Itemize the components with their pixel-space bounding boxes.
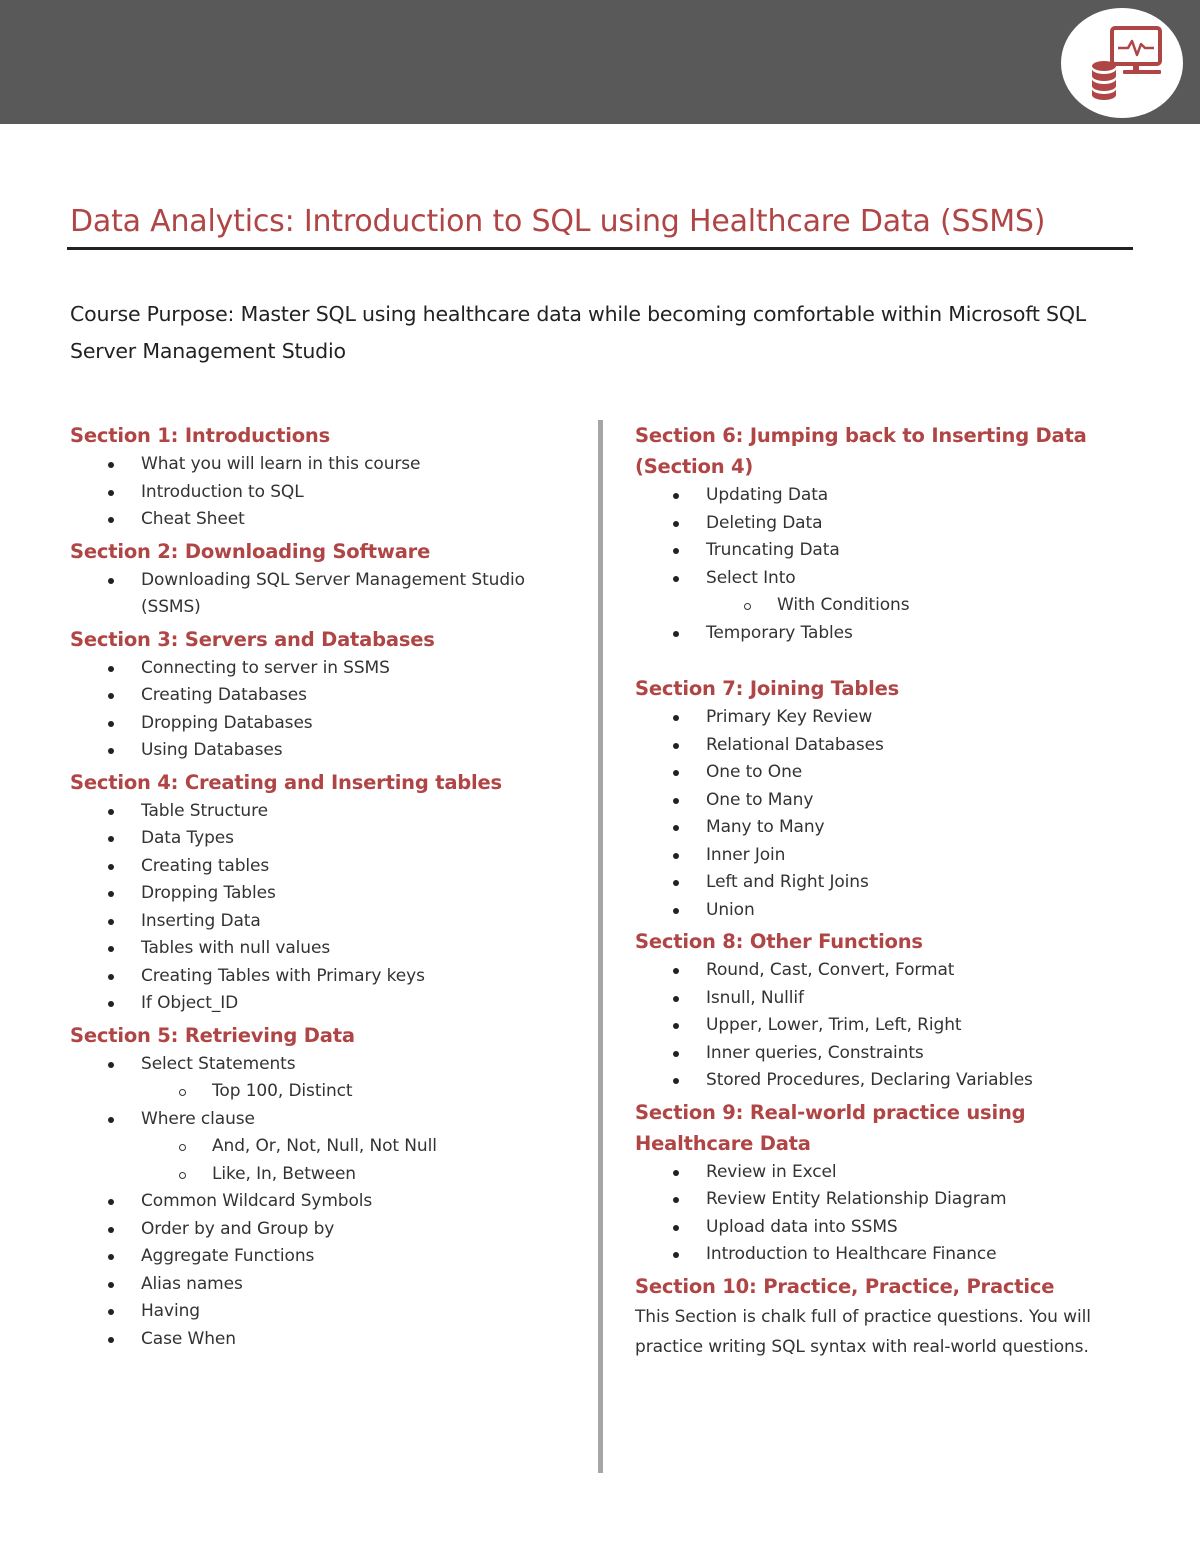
topic-item: Review Entity Relationship Diagram <box>635 1186 1135 1214</box>
topic-item: Cheat Sheet <box>70 506 580 534</box>
topic-item: Where clause <box>70 1106 580 1134</box>
section-title: Section 10: Practice, Practice, Practice <box>635 1274 1055 1298</box>
topic-item: Having <box>70 1298 580 1326</box>
course-section <box>70 1020 580 1354</box>
topic-item: Inner queries, Constraints <box>635 1040 1135 1068</box>
topic-item: Introduction to Healthcare Finance <box>635 1241 1135 1269</box>
course-section <box>635 1097 1135 1269</box>
topic-list <box>635 957 1135 1095</box>
topic-list <box>70 798 580 1018</box>
section-spacer <box>635 649 1135 673</box>
section-title: Section 3: Servers and Databases <box>70 627 435 651</box>
topic-list <box>70 655 580 765</box>
column-divider <box>598 420 603 1473</box>
topic-item: Common Wildcard Symbols <box>70 1188 580 1216</box>
topic-item: One to One <box>635 759 1135 787</box>
topic-item: Select Statements <box>70 1051 580 1079</box>
topic-list <box>635 704 1135 924</box>
topic-item: Updating Data <box>635 482 1135 510</box>
topic-item: Data Types <box>70 825 580 853</box>
topic-item: Isnull, Nullif <box>635 985 1135 1013</box>
topic-item: One to Many <box>635 787 1135 815</box>
course-section <box>635 1271 1135 1362</box>
topic-list <box>635 1159 1135 1269</box>
section-description: This Section is chalk full of practice questions. You will practice writing SQL syntax with real-world questions. <box>635 1306 1091 1357</box>
section-title: Section 5: Retrieving Data <box>70 1023 355 1047</box>
title-underline <box>67 247 1133 250</box>
topic-item: Inserting Data <box>70 908 580 936</box>
topic-item: Inner Join <box>635 842 1135 870</box>
topic-item: Table Structure <box>70 798 580 826</box>
topic-item: Dropping Databases <box>70 710 580 738</box>
topic-item: Order by and Group by <box>70 1216 580 1244</box>
topic-item: Union <box>635 897 1135 925</box>
topic-item: Creating Tables with Primary keys <box>70 963 580 991</box>
course-logo <box>1061 8 1183 118</box>
course-section <box>70 624 580 765</box>
section-title: Section 1: Introductions <box>70 424 331 447</box>
header-bar <box>0 0 1200 124</box>
topic-item: Connecting to server in SSMS <box>70 655 580 683</box>
sub-topic-item: Top 100, Distinct <box>70 1078 580 1106</box>
section-title: Section 6: Jumping back to Inserting Data (Section 4) <box>635 424 1087 478</box>
topic-list <box>70 451 580 534</box>
topic-item: Introduction to SQL <box>70 479 580 507</box>
topic-item: Stored Procedures, Declaring Variables <box>635 1067 1135 1095</box>
topic-item: Alias names <box>70 1271 580 1299</box>
topic-item: Case When <box>70 1326 580 1354</box>
topic-item: Many to Many <box>635 814 1135 842</box>
topic-item: Truncating Data <box>635 537 1135 565</box>
sub-topic-item: With Conditions <box>635 592 1135 620</box>
topic-item: Select Into <box>635 565 1135 593</box>
topic-list <box>70 567 580 622</box>
topic-list <box>635 482 1135 647</box>
topic-list <box>70 1051 580 1354</box>
section-title: Section 9: Real-world practice using Healthcare Data <box>635 1100 1026 1155</box>
section-title: Section 2: Downloading Software <box>70 539 431 563</box>
topic-item: Deleting Data <box>635 510 1135 538</box>
topic-item: Using Databases <box>70 737 580 765</box>
topic-item: Upload data into SSMS <box>635 1214 1135 1242</box>
topic-item: Creating Databases <box>70 682 580 710</box>
section-title: Section 8: Other Functions <box>635 930 923 953</box>
course-section <box>70 536 580 622</box>
topic-item: Temporary Tables <box>635 620 1135 648</box>
topic-item: Tables with null values <box>70 935 580 963</box>
right-column <box>635 420 1135 1362</box>
left-column <box>70 420 580 1355</box>
sub-topic-item: Like, In, Between <box>70 1161 580 1189</box>
section-title: Section 7: Joining Tables <box>635 677 900 700</box>
topic-item: Left and Right Joins <box>635 869 1135 897</box>
database-monitor-pulse-icon <box>1061 8 1183 118</box>
topic-item: Review in Excel <box>635 1159 1135 1187</box>
document-title: Data Analytics: Introduction to SQL using Healthcare Data (SSMS) <box>70 204 1046 239</box>
topic-item: Dropping Tables <box>70 880 580 908</box>
topic-item: Upper, Lower, Trim, Left, Right <box>635 1012 1135 1040</box>
course-section <box>635 673 1135 924</box>
topic-item: Creating tables <box>70 853 580 881</box>
course-section <box>635 926 1135 1095</box>
topic-item: Primary Key Review <box>635 704 1135 732</box>
sub-topic-item: And, Or, Not, Null, Not Null <box>70 1133 580 1161</box>
topic-item: Round, Cast, Convert, Format <box>635 957 1135 985</box>
section-title: Section 4: Creating and Inserting tables <box>70 770 502 794</box>
topic-item: If Object_ID <box>70 990 580 1018</box>
course-purpose: Course Purpose: Master SQL using healthcare data while becoming comfortable within Microsoft SQL Server Management Studio <box>70 302 1086 363</box>
topic-item: What you will learn in this course <box>70 451 580 479</box>
topic-item: Relational Databases <box>635 732 1135 760</box>
course-section <box>70 420 580 534</box>
topic-item: Aggregate Functions <box>70 1243 580 1271</box>
course-section <box>70 767 580 1018</box>
topic-item: Downloading SQL Server Management Studio (SSMS) <box>70 567 580 622</box>
course-section <box>635 420 1135 673</box>
